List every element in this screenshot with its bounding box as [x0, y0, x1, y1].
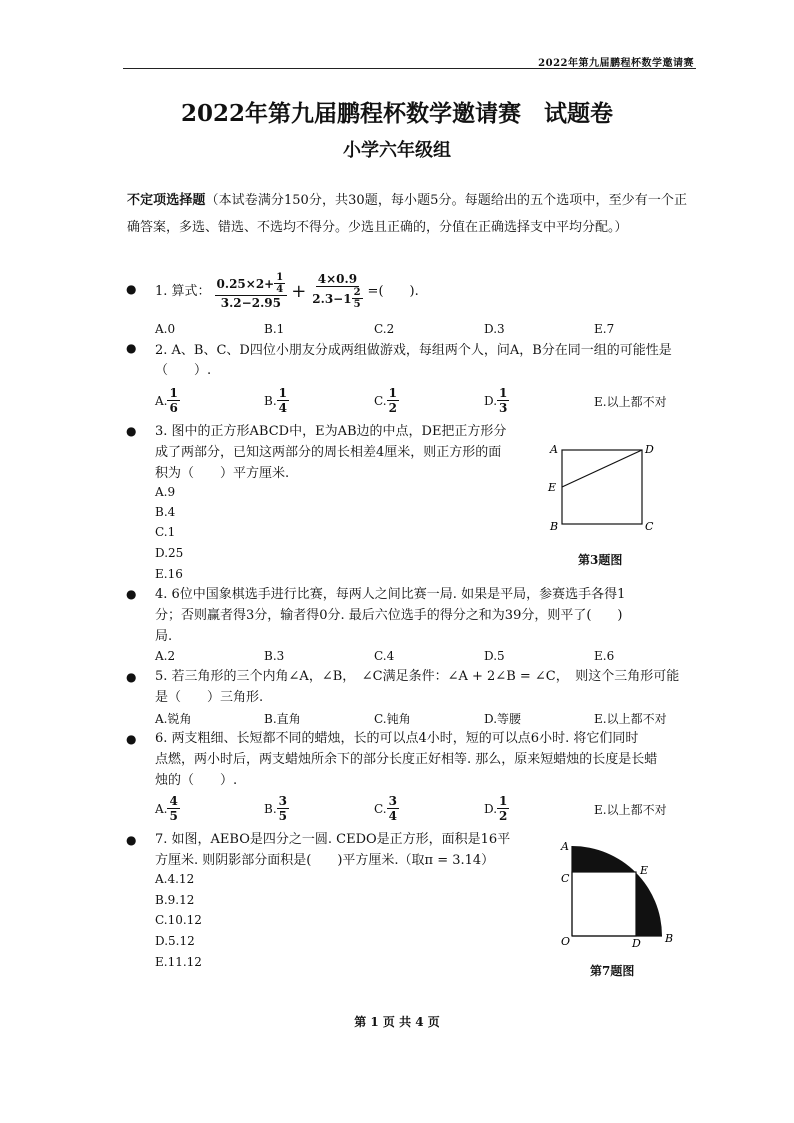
- q2-c-label: C.: [374, 393, 387, 408]
- q5-line-1: 5. 若三角形的三个内角∠A，∠B， ∠C满足条件：∠A + 2∠B = ∠C， 则这个三角形可能: [155, 669, 680, 684]
- label-d: D: [645, 443, 654, 456]
- q1-plus: +: [291, 280, 307, 302]
- q6-d-den: 2: [499, 809, 508, 823]
- label-o: O: [561, 935, 571, 948]
- q2-d-num: 1: [499, 386, 508, 400]
- q7-line-1: 7. 如图，AEBO是四分之一圆. CEDO是正方形，面积是16平: [155, 832, 511, 847]
- q2-option-b[interactable]: [264, 386, 289, 415]
- q4-option-d[interactable]: D.5: [484, 649, 505, 663]
- label-c: C: [645, 520, 654, 533]
- bullet-icon: ●: [126, 424, 137, 438]
- q2-option-c[interactable]: [374, 386, 399, 415]
- bullet-icon: ●: [126, 282, 137, 296]
- q2-d-label: D.: [484, 393, 498, 408]
- q6-b-label: B.: [264, 801, 277, 816]
- q6-a-den: 5: [169, 809, 178, 823]
- q6-c-num: 3: [388, 794, 397, 808]
- question-4: [155, 584, 695, 647]
- q6-option-a[interactable]: [155, 794, 180, 823]
- bullet-icon: ●: [126, 833, 137, 847]
- q6-c-den: 4: [388, 809, 397, 823]
- q4-line-3: 局.: [155, 629, 173, 644]
- q4-line-1: 4. 6位中国象棋选手进行比赛，每两人之间比赛一局. 如果是平局，参赛选手各得1: [155, 587, 626, 602]
- label-e: E: [548, 481, 557, 494]
- q6-d-num: 1: [499, 794, 508, 808]
- q7-option-c[interactable]: C.10.12: [155, 913, 202, 927]
- q2-c-den: 2: [388, 401, 397, 415]
- bullet-icon: ●: [126, 587, 137, 601]
- q1-fraction-1: [215, 272, 288, 310]
- q6-b-den: 5: [278, 809, 287, 823]
- q6-option-c[interactable]: [374, 794, 399, 823]
- q2-text: 2. A、B、C、D四位小朋友分成两组做游戏，每组两个人，问A，B分在同一组的可能性是: [155, 343, 672, 358]
- q2-d-den: 3: [499, 401, 508, 415]
- q4-option-c[interactable]: C.4: [374, 649, 395, 663]
- q2-a-label: A.: [155, 393, 168, 408]
- q1-f1-num-frac: [274, 272, 285, 295]
- segment-de: [562, 450, 642, 487]
- q1-f2-sub-num: 2: [353, 287, 361, 298]
- q1-prefix: 1. 算式：: [155, 283, 211, 299]
- header-rule: [123, 68, 696, 69]
- q6-a-label: A.: [155, 801, 168, 816]
- q1-f2-num: 4×0.9: [317, 272, 358, 286]
- label-d: D: [632, 937, 641, 950]
- label-a: A: [550, 443, 558, 456]
- q1-option-b[interactable]: B.1: [264, 322, 285, 336]
- question-1: [155, 272, 419, 310]
- q2-b-num: 1: [278, 386, 287, 400]
- q2-a-den: 6: [169, 401, 178, 415]
- q4-option-a[interactable]: A.2: [155, 649, 176, 663]
- label-a: A: [561, 840, 569, 853]
- q3-caption: 第3题图: [578, 553, 623, 567]
- q4-option-b[interactable]: B.3: [264, 649, 285, 663]
- q2-text-2: （ ）.: [155, 363, 212, 378]
- question-7: [155, 829, 535, 871]
- q1-f2-den: 2.3−1: [312, 291, 352, 306]
- q2-c-num: 1: [388, 386, 397, 400]
- q2-a-num: 1: [169, 386, 178, 400]
- q3-figure: [540, 440, 670, 540]
- q1-f2-sub-den: 5: [353, 299, 361, 310]
- q6-b-num: 3: [278, 794, 287, 808]
- q2-b-label: B.: [264, 393, 277, 408]
- q3-option-c[interactable]: C.1: [155, 525, 176, 539]
- question-5: [155, 666, 695, 708]
- q7-option-b[interactable]: B.9.12: [155, 893, 195, 907]
- q6-option-d[interactable]: [484, 794, 509, 823]
- q4-line-2: 分；否则赢者得3分，输者得0分. 最后六位选手的得分之和为39分，则平了( ): [155, 608, 623, 623]
- label-c: C: [561, 872, 570, 885]
- square-abcd: [562, 450, 642, 524]
- q5-option-b[interactable]: B.直角: [264, 712, 301, 726]
- q1-option-d[interactable]: D.3: [484, 322, 505, 336]
- q6-line-1: 6. 两支粗细、长短都不同的蜡烛，长的可以点4小时，短的可以点6小时. 将它们同时: [155, 731, 639, 746]
- q7-caption: 第7题图: [590, 964, 635, 978]
- label-b: B: [550, 520, 559, 533]
- q1-f1-num: 0.25×2+: [216, 276, 275, 291]
- label-e: E: [640, 864, 649, 877]
- q1-option-c[interactable]: C.2: [374, 322, 395, 336]
- q6-option-b[interactable]: [264, 794, 289, 823]
- bullet-icon: ●: [126, 732, 137, 746]
- square-cedo: [572, 872, 636, 936]
- q4-option-e[interactable]: E.6: [594, 649, 615, 663]
- q7-figure: [552, 838, 682, 950]
- q5-option-c[interactable]: C.钝角: [374, 712, 411, 726]
- running-header: 2022年第九届鹏程杯数学邀请赛: [538, 58, 694, 69]
- q5-option-a[interactable]: A.锐角: [155, 712, 192, 726]
- q7-line-2: 方厘米. 则阴影部分面积是( )平方厘米.（取π = 3.14）: [155, 853, 495, 868]
- q5-line-2: 是（ ）三角形.: [155, 690, 264, 705]
- q6-line-3: 烛的（ ）.: [155, 773, 238, 788]
- q3-option-d[interactable]: D.25: [155, 546, 184, 560]
- q1-option-a[interactable]: A.0: [155, 322, 176, 336]
- q6-line-2: 点燃，两小时后，两支蜡烛所余下的部分长度正好相等. 那么，原来短蜡烛的长度是长蜡: [155, 752, 658, 767]
- q1-suffix: =( ).: [367, 283, 419, 299]
- q3-option-a[interactable]: A.9: [155, 485, 176, 499]
- q6-c-label: C.: [374, 801, 387, 816]
- question-2-blank: [155, 360, 695, 381]
- q1-f1-sub-num: 1: [276, 272, 284, 283]
- instructions: [127, 187, 687, 241]
- instructions-text: （本试卷满分150分，共30题，每小题5分。每题给出的五个选项中，至少有一个正确答案，多选、错选、不选均不得分。少选且正确的，分值在正确选择支中平均分配。）: [127, 193, 687, 235]
- q1-fraction-2: [310, 272, 364, 310]
- question-2: [155, 340, 695, 361]
- label-b: B: [665, 932, 674, 945]
- q5-option-d[interactable]: D.等腰: [484, 712, 522, 726]
- q2-option-d[interactable]: [484, 386, 509, 415]
- q2-b-den: 4: [278, 401, 287, 415]
- q6-d-label: D.: [484, 801, 498, 816]
- question-3: [155, 421, 535, 484]
- page-number: 第 1 页 共 4 页: [354, 1015, 440, 1029]
- page-title: 2022年第九届鹏程杯数学邀请赛 试题卷: [180, 100, 613, 127]
- q5-option-e[interactable]: E.以上都不对: [594, 712, 667, 726]
- q3-line-1: 3. 图中的正方形ABCD中，E为AB边的中点，DE把正方形分: [155, 424, 507, 439]
- q3-option-b[interactable]: B.4: [155, 505, 176, 519]
- q1-f1-den: 3.2−2.95: [220, 296, 281, 310]
- q7-option-e[interactable]: E.11.12: [155, 955, 202, 969]
- q1-f1-sub-den: 4: [276, 284, 284, 295]
- q1-f2-den-frac: [352, 287, 363, 310]
- q6-a-num: 4: [169, 794, 178, 808]
- q2-option-e[interactable]: E.以上都不对: [594, 395, 667, 409]
- q2-option-a[interactable]: [155, 386, 180, 415]
- q3-option-e[interactable]: E.16: [155, 567, 183, 581]
- page-subtitle: 小学六年级组: [343, 140, 451, 161]
- instructions-label: 不定项选择题: [127, 193, 206, 208]
- bullet-icon: ●: [126, 670, 137, 684]
- q7-option-a[interactable]: A.4.12: [155, 872, 195, 886]
- q1-option-e[interactable]: E.7: [594, 322, 615, 336]
- q7-option-d[interactable]: D.5.12: [155, 934, 195, 948]
- bullet-icon: ●: [126, 341, 137, 355]
- q6-option-e[interactable]: E.以上都不对: [594, 803, 667, 817]
- question-6: [155, 728, 695, 791]
- q3-line-3: 积为（ ）平方厘米.: [155, 466, 290, 481]
- q3-line-2: 成了两部分，已知这两部分的周长相差4厘米，则正方形的面: [155, 445, 502, 460]
